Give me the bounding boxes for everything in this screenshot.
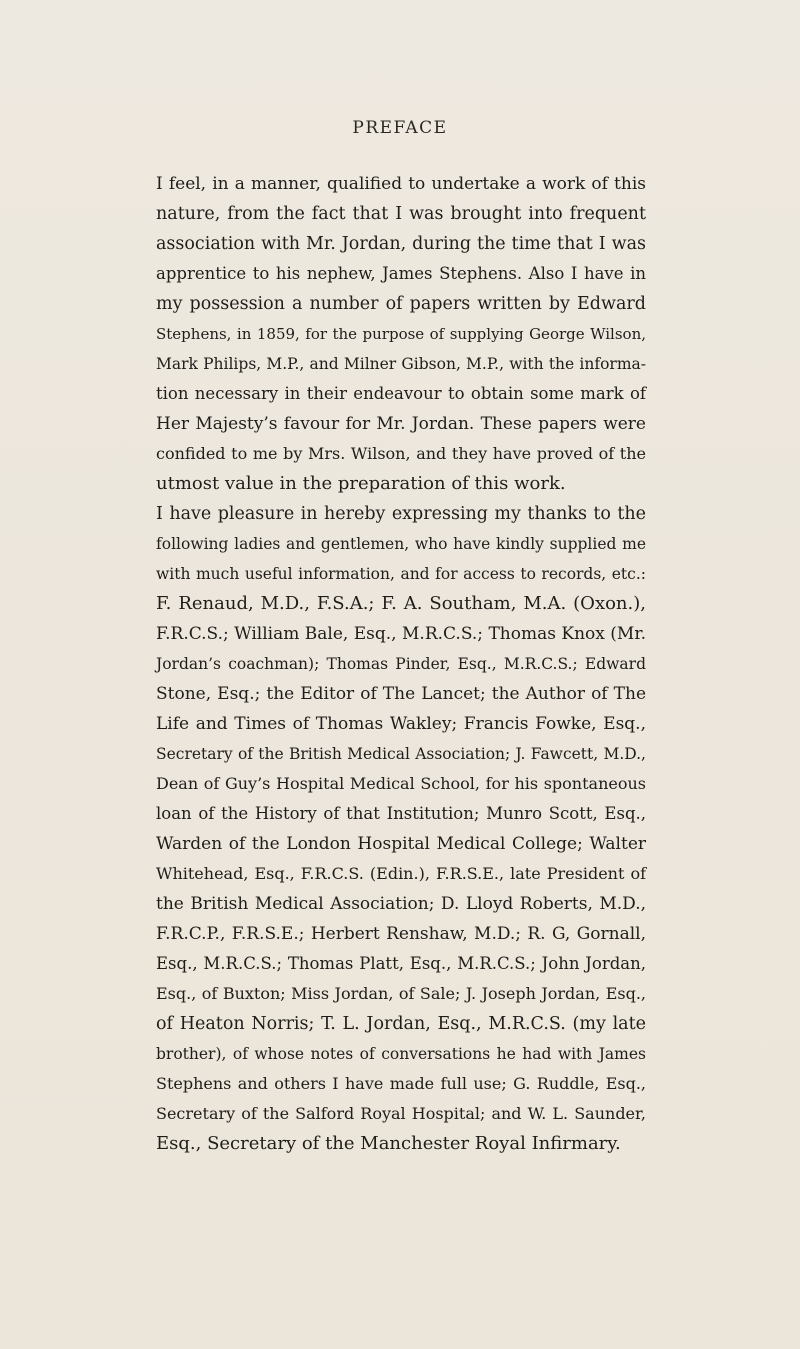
- text-line: tion necessary in their endeavour to obtain some mark of: [156, 384, 646, 403]
- text-line: Esq., of Buxton; Miss Jordan, of Sale; J. Joseph Jordan, Esq.,: [156, 984, 646, 1003]
- page-heading: PREFACE: [352, 118, 448, 138]
- text-line: F.R.C.S.; William Bale, Esq., M.R.C.S.; Thomas Knox (Mr.: [156, 624, 646, 644]
- text-line: loan of the History of that Institution; Munro Scott, Esq.,: [156, 804, 646, 823]
- text-line: Her Majesty’s favour for Mr. Jordan. These papers were: [156, 414, 646, 434]
- text-line: my possession a number of papers written by Edward: [156, 294, 646, 314]
- text-line: Stone, Esq.; the Editor of The Lancet; the Author of The: [156, 684, 646, 704]
- text-line: apprentice to his nephew, James Stephens. Also I have in: [156, 264, 646, 283]
- text-line: Esq., Secretary of the Manchester Royal Infirmary.: [156, 1133, 621, 1154]
- text-line: I have pleasure in hereby expressing my thanks to the: [156, 504, 646, 524]
- text-line: association with Mr. Jordan, during the time that I was: [156, 234, 646, 254]
- text-line: confided to me by Mrs. Wilson, and they have proved of the: [156, 444, 646, 463]
- text-line: Mark Philips, M.P., and Milner Gibson, M.P., with the informa-: [156, 355, 646, 373]
- text-line: utmost value in the preparation of this work.: [156, 473, 566, 494]
- text-line: Secretary of the British Medical Association; J. Fawcett, M.D.,: [156, 745, 646, 763]
- text-line: following ladies and gentlemen, who have kindly supplied me: [156, 535, 646, 553]
- text-line: brother), of whose notes of conversations he had with James: [156, 1045, 646, 1063]
- text-line: Warden of the London Hospital Medical College; Walter: [156, 834, 646, 854]
- text-line: Stephens and others I have made full use; G. Ruddle, Esq.,: [156, 1074, 646, 1093]
- text-line: Life and Times of Thomas Wakley; Francis Fowke, Esq.,: [156, 714, 646, 734]
- text-line: I feel, in a manner, qualified to undertake a work of this: [156, 174, 646, 194]
- text-line: Esq., M.R.C.S.; Thomas Platt, Esq., M.R.C.S.; John Jordan,: [156, 954, 646, 973]
- text-line: Secretary of the Salford Royal Hospital; and W. L. Saunder,: [156, 1104, 646, 1123]
- text-line: the British Medical Association; D. Lloyd Roberts, M.D.,: [156, 894, 646, 914]
- text-line: F. Renaud, M.D., F.S.A.; F. A. Southam, M.A. (Oxon.),: [156, 593, 646, 614]
- text-line: Whitehead, Esq., F.R.C.S. (Edin.), F.R.S.E., late President of: [156, 864, 646, 883]
- text-line: F.R.C.P., F.R.S.E.; Herbert Renshaw, M.D.; R. G, Gornall,: [156, 924, 646, 944]
- text-line: nature, from the fact that I was brought into frequent: [156, 204, 646, 224]
- text-line: of Heaton Norris; T. L. Jordan, Esq., M.R.C.S. (my late: [156, 1014, 646, 1034]
- text-line: Dean of Guy’s Hospital Medical School, for his spontaneous: [156, 774, 646, 793]
- text-line: Stephens, in 1859, for the purpose of supplying George Wilson,: [156, 325, 646, 343]
- text-line: Jordan’s coachman); Thomas Pinder, Esq., M.R.C.S.; Edward: [156, 655, 646, 673]
- text-line: with much useful information, and for access to records, etc.:: [156, 565, 646, 583]
